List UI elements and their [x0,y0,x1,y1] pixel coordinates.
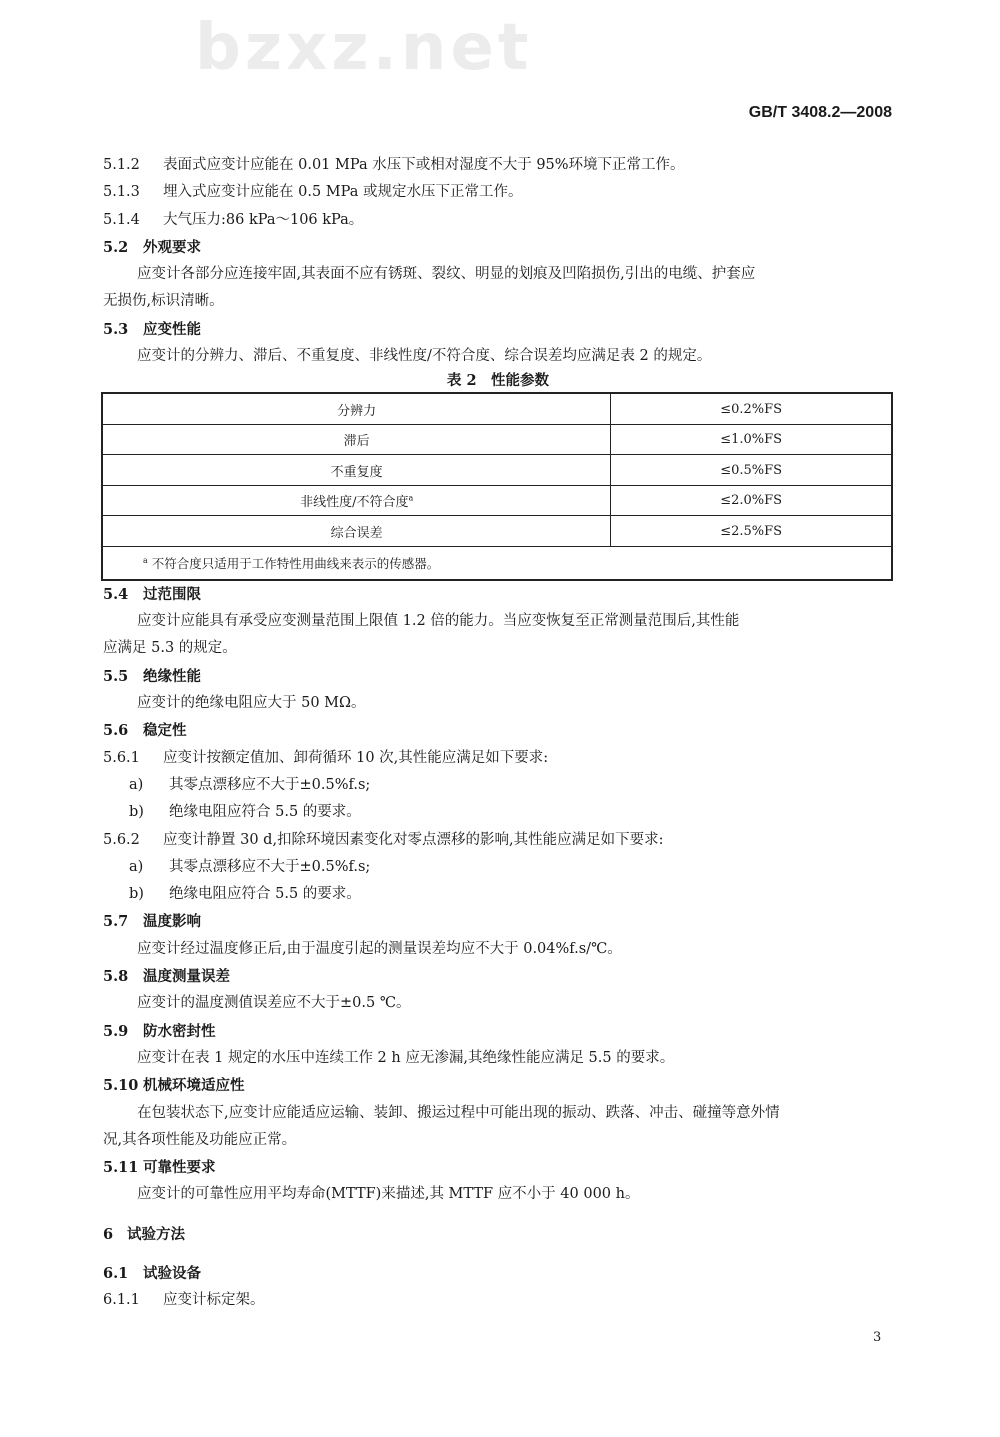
performance-table [101,392,893,581]
list-item: b) 绝缘电阻应符合 5.5 的要求。 [129,804,361,821]
paragraph: 应变计的绝缘电阻应大于 50 MΩ。 [137,695,366,712]
clause-5-1-2: 5.1.2 表面式应变计应能在 0.01 MPa 水压下或相对湿度不大于 95%环境下正常工作。 [103,157,685,173]
param-name: 非线性度/不符合度$^a$ [102,485,611,516]
paragraph: 应满足 5.3 的规定。 [103,640,237,657]
param-value: ≤0.2%FS [611,393,892,424]
table-row [102,485,892,516]
heading-5-3: 5.3 应变性能 [103,320,201,338]
table-row [102,516,892,547]
table-row [102,393,892,424]
heading-5-11: 5.11 可靠性要求 [103,1159,216,1177]
paragraph: 应变计经过温度修正后,由于温度引起的测量误差均应不大于 0.04%f.s/℃。 [137,940,622,957]
table-note: $^a$ 不符合度只适用于工作特性用曲线来表示的传感器。 [102,546,892,580]
heading-5-9: 5.9 防水密封性 [103,1022,216,1040]
clause-5-6-1: 5.6.1 应变计按额定值加、卸荷循环 10 次,其性能应满足如下要求: [103,749,549,766]
param-value: ≤2.0%FS [611,485,892,516]
paragraph: 应变计在表 1 规定的水压中连续工作 2 h 应无渗漏,其绝缘性能应满足 5.5 的要求。 [137,1049,675,1066]
param-name: 综合误差 [102,516,611,547]
list-item: b) 绝缘电阻应符合 5.5 的要求。 [129,886,361,903]
param-value: ≤2.5%FS [611,516,892,547]
paragraph: 况,其各项性能及功能应正常。 [103,1131,297,1148]
watermark: bzxz.net [195,11,533,85]
heading-5-8: 5.8 温度测量误差 [103,968,230,986]
heading-5-10: 5.10 机械环境适应性 [103,1077,245,1095]
param-name: 不重复度 [102,455,611,486]
paragraph: 应变计的温度测值误差应不大于±0.5 ℃。 [137,995,411,1012]
clause-5-1-3: 5.1.3 埋入式应变计应能在 0.5 MPa 或规定水压下正常工作。 [103,184,523,201]
paragraph: 应变计的分辨力、滞后、不重复度、非线性度/不符合度、综合误差均应满足表 2 的规定。 [137,348,712,365]
page-number: 3 [873,1330,882,1345]
clause-5-1-4: 5.1.4 大气压力:86 kPa～106 kPa。 [103,211,364,228]
paragraph: 应变计应能具有承受应变测量范围上限值 1.2 倍的能力。当应变恢复至正常测量范围后,其性能 [137,613,740,630]
table-row [102,455,892,486]
param-name: 分辨力 [102,393,611,424]
table-note-row [102,546,892,580]
heading-6: 6 试验方法 [103,1225,185,1243]
list-item: a) 其零点漂移应不大于±0.5%f.s; [129,858,371,875]
paragraph: 应变计各部分应连接牢固,其表面不应有锈斑、裂纹、明显的划痕及凹陷损伤,引出的电缆、护套应 [137,266,756,283]
document-body [103,152,895,1315]
param-value: ≤0.5%FS [611,455,892,486]
paragraph: 应变计的可靠性应用平均寿命(MTTF)来描述,其 MTTF 应不小于 40 000 h。 [137,1186,640,1203]
clause-6-1-1: 6.1.1 应变计标定架。 [103,1292,265,1309]
heading-5-7: 5.7 温度影响 [103,913,201,931]
heading-5-6: 5.6 稳定性 [103,722,187,740]
table-caption: 表 2 性能参数 [446,372,550,390]
heading-5-4: 5.4 过范围限 [103,585,201,603]
heading-5-5: 5.5 绝缘性能 [103,667,201,685]
footnote-mark: a [408,493,414,503]
list-item: a) 其零点漂移应不大于±0.5%f.s; [129,776,371,793]
clause-5-6-2: 5.6.2 应变计静置 30 d,扣除环境因素变化对零点漂移的影响,其性能应满足如下要求: [103,831,664,848]
paragraph: 无损伤,标识清晰。 [103,293,224,310]
heading-5-2: 5.2 外观要求 [103,238,201,256]
paragraph: 在包装状态下,应变计应能适应运输、装卸、搬运过程中可能出现的振动、跌落、冲击、碰撞等意外情 [137,1104,780,1121]
table-row [102,424,892,455]
param-name: 滞后 [102,424,611,455]
document-code-header: GB/T 3408.2—2008 [748,104,892,121]
param-value: ≤1.0%FS [611,424,892,455]
heading-6-1: 6.1 试验设备 [103,1265,201,1282]
